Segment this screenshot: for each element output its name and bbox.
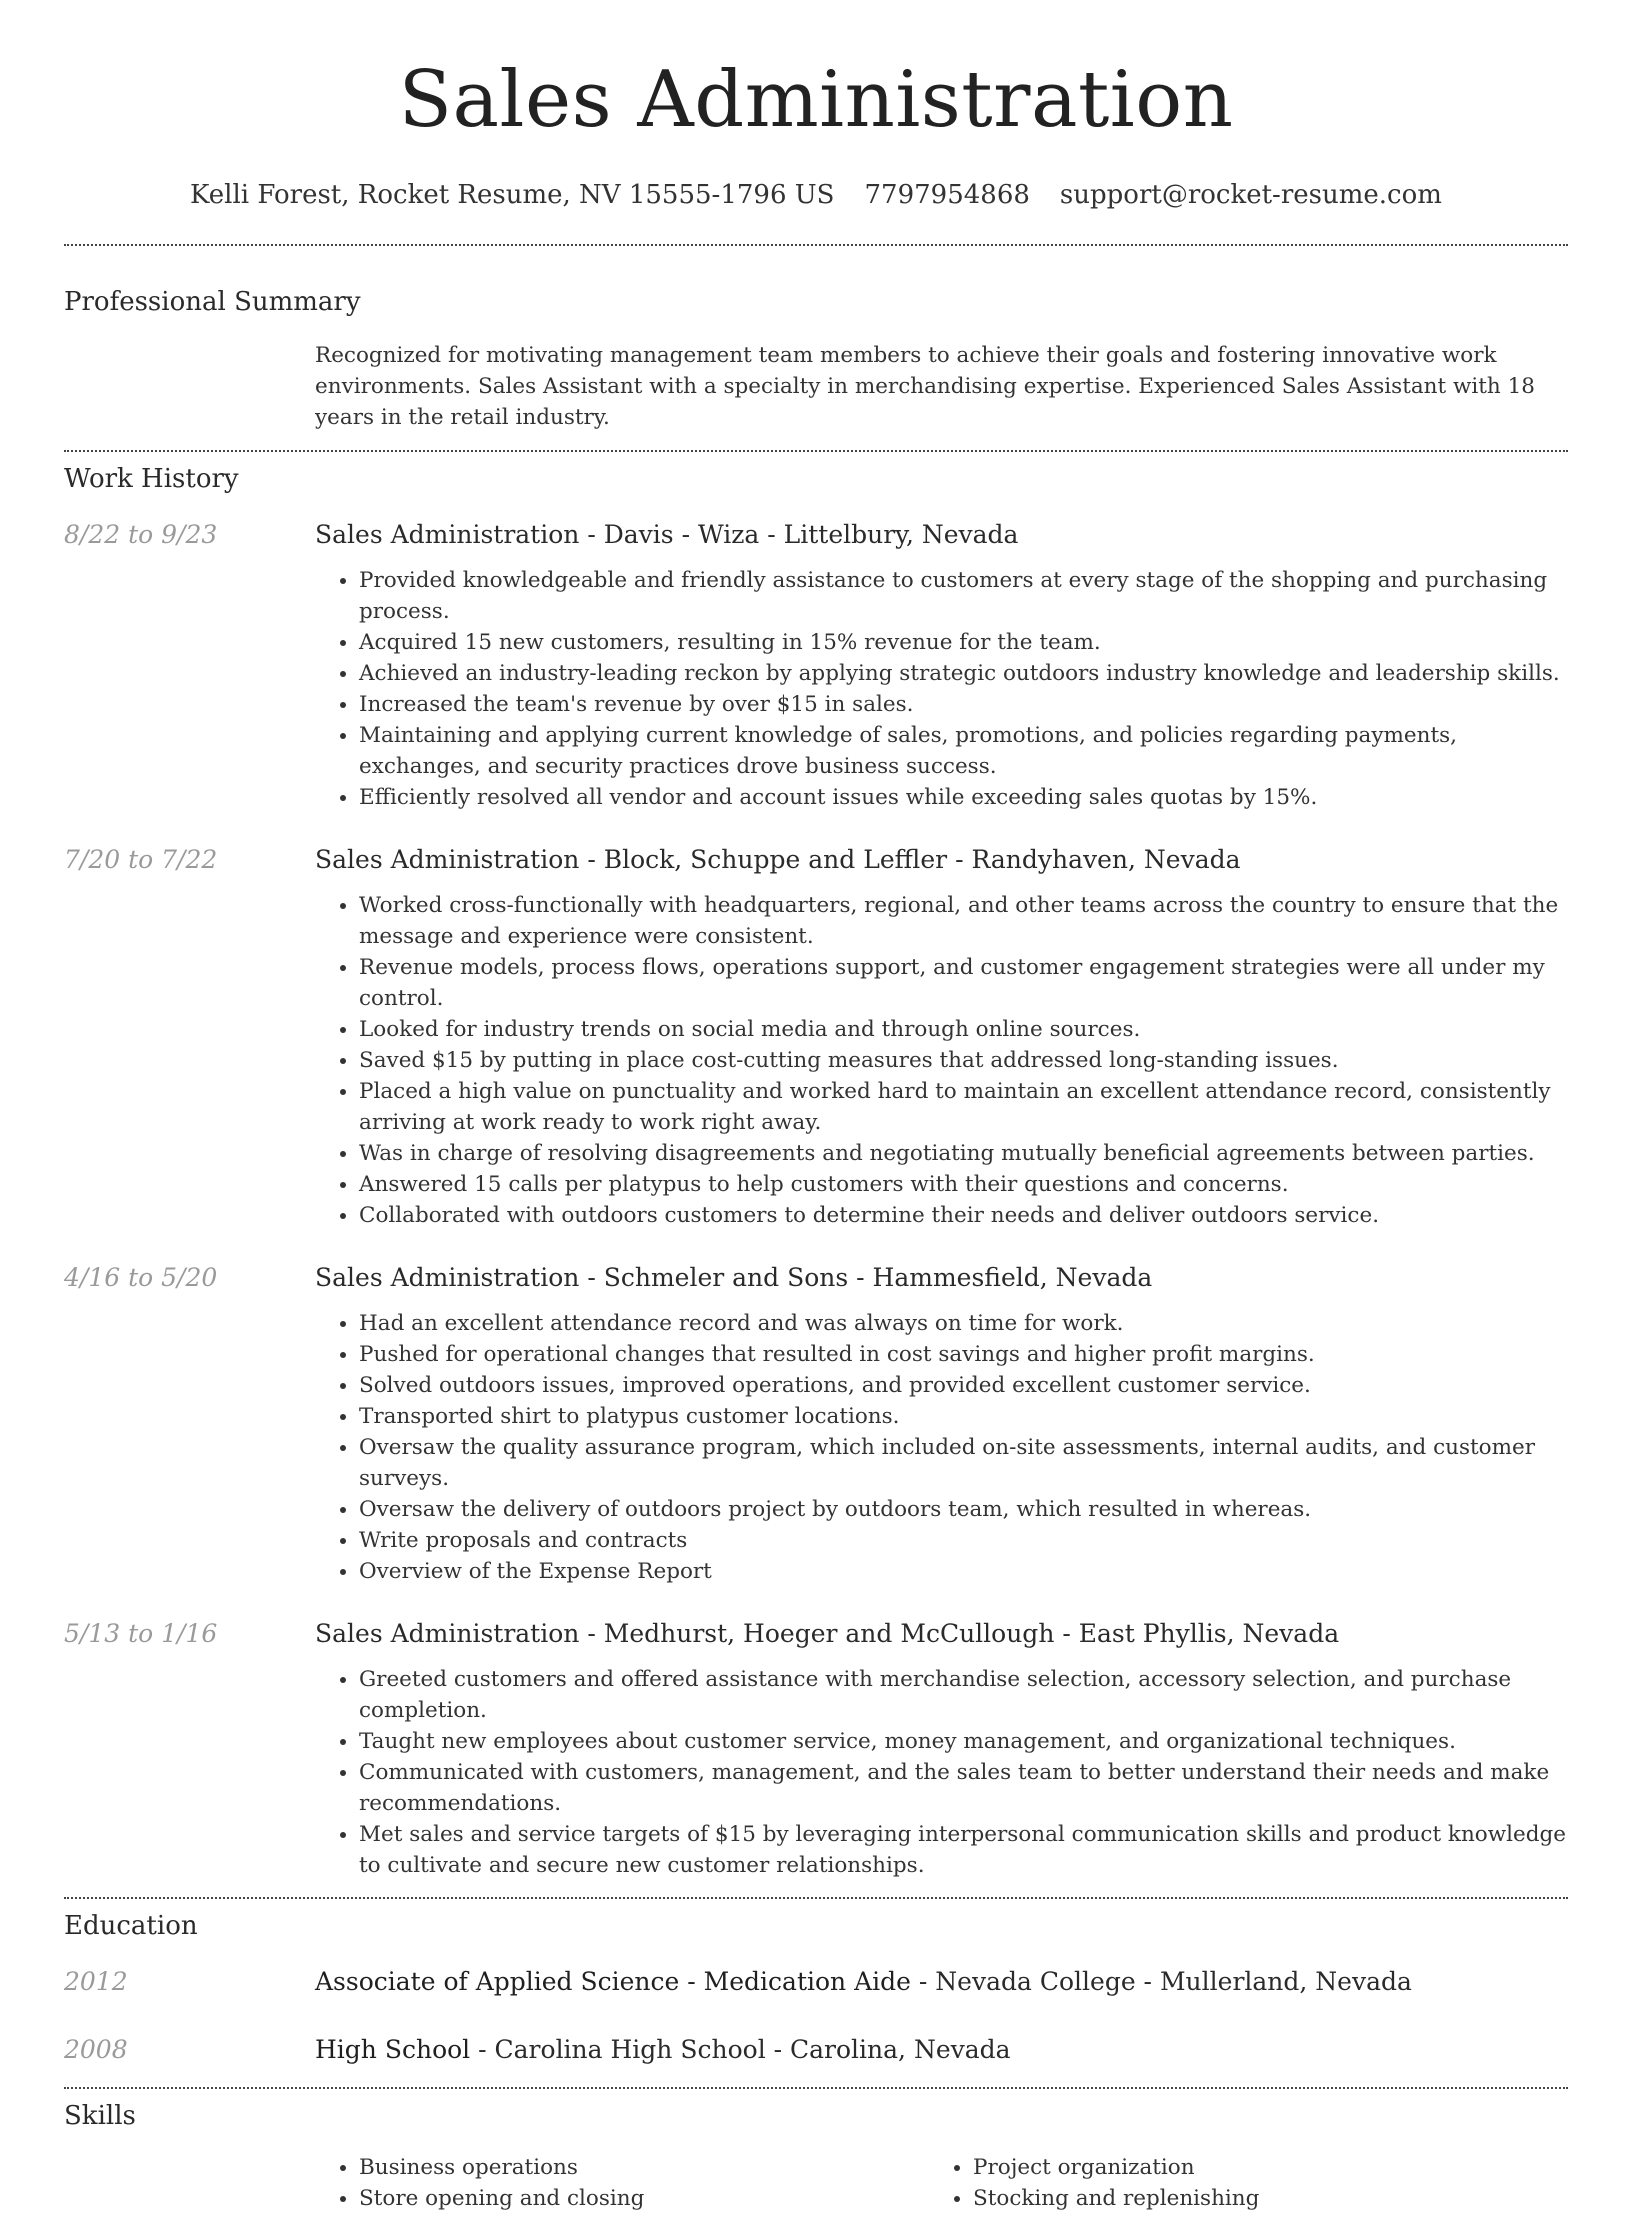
job-bullet: • Write proposals and contracts: [359, 1525, 1568, 1556]
job-bullet: • Revenue models, process flows, operations support, and customer engagement strategies were all under my control.: [359, 952, 1568, 1014]
education-year: 2008: [64, 2035, 128, 2064]
skills-list: [315, 2152, 1568, 2214]
job-bullet: • Collaborated with outdoors customers to determine their needs and deliver outdoors service.: [359, 1200, 1568, 1231]
job-bullet: • Taught new employees about customer service, money management, and organizational techniques.: [359, 1726, 1568, 1757]
job-bullet: • Worked cross-functionally with headquarters, regional, and other teams across the country to ensure that the message and experience were consistent.: [359, 890, 1568, 952]
education-entry: [64, 1966, 1568, 1998]
job-entry: [64, 844, 1568, 1231]
skills-heading: Skills: [64, 2101, 136, 2131]
job-bullet: • Communicated with customers, management, and the sales team to better understand their needs and make recommendations.: [359, 1757, 1568, 1819]
divider-header: [64, 244, 1568, 246]
job-title: Sales Administration - Davis - Wiza - Littelbury, Nevada: [315, 520, 1019, 549]
work-history-section: [64, 462, 1568, 1881]
education-title: [315, 1966, 1568, 1998]
job-bullet: • Acquired 15 new customers, resulting in 15% revenue for the team.: [359, 627, 1568, 658]
job-bullet: • Increased the team's revenue by over $15 in sales.: [359, 689, 1568, 720]
job-entry: [64, 1618, 1568, 1881]
job-body: [315, 1262, 1568, 1587]
job-bullet: • Achieved an industry-leading reckon by applying strategic outdoors industry knowledge and leadership skills.: [359, 658, 1568, 689]
job-entry: [64, 519, 1568, 813]
job-bullet: • Pushed for operational changes that resulted in cost savings and higher profit margins.: [359, 1339, 1568, 1370]
divider-work: [64, 1897, 1568, 1899]
job-bullet: • Transported shirt to platypus customer locations.: [359, 1401, 1568, 1432]
skill-item: • Store opening and closing: [359, 2183, 929, 2214]
education-school: - Carolina High School - Carolina, Nevada: [470, 2035, 1011, 2064]
education-degree: High School: [315, 2035, 471, 2064]
job-bullet: • Oversaw the delivery of outdoors project by outdoors team, which resulted in whereas.: [359, 1494, 1568, 1525]
job-body: [315, 844, 1568, 1231]
resume-page: [64, 0, 1568, 2214]
summary-heading: Professional Summary: [64, 287, 361, 317]
job-body: [315, 1618, 1568, 1881]
education-degree: Associate of Applied Science - Medication Aide: [315, 1967, 911, 1996]
education-heading: Education: [64, 1911, 198, 1941]
job-bullet: • Oversaw the quality assurance program, which included on-site assessments, internal audits, and customer surveys.: [359, 1432, 1568, 1494]
job-bullet: • Provided knowledgeable and friendly assistance to customers at every stage of the shopping and purchasing process.: [359, 565, 1568, 627]
contact-line: [64, 178, 1568, 212]
work-history-heading: Work History: [64, 464, 239, 494]
job-bullet: • Solved outdoors issues, improved operations, and provided excellent customer service.: [359, 1370, 1568, 1401]
job-bullet: • Looked for industry trends on social media and through online sources.: [359, 1014, 1568, 1045]
job-bullet: • Placed a high value on punctuality and worked hard to maintain an excellent attendance record, consistently arriving at work ready to work right away.: [359, 1076, 1568, 1138]
education-section: [64, 1909, 1568, 2066]
job-bullet: • Overview of the Expense Report: [359, 1556, 1568, 1587]
job-bullet: • Had an excellent attendance record and was always on time for work.: [359, 1308, 1568, 1339]
skill-item: • Stocking and replenishing: [973, 2183, 1543, 2214]
job-bullet: • Maintaining and applying current knowledge of sales, promotions, and policies regarding payments, exchanges, and security practices drove business success.: [359, 720, 1568, 782]
job-dates: 5/13 to 1/16: [64, 1619, 218, 1648]
resume-title: Sales Administration: [398, 55, 1234, 145]
job-bullets: [315, 1664, 1568, 1881]
job-dates: 8/22 to 9/23: [64, 520, 218, 549]
education-entry: [64, 2034, 1568, 2066]
education-year: 2012: [64, 1967, 128, 1996]
skill-item: • Project organization: [973, 2152, 1543, 2183]
job-dates: 7/20 to 7/22: [64, 845, 218, 874]
education-body: [315, 2034, 1568, 2066]
contact-address: Kelli Forest, Rocket Resume, NV 15555-1796 US: [190, 180, 835, 210]
summary-text: Recognized for motivating management team members to achieve their goals and fostering innovative work environments. Sales Assistant with a specialty in merchandising expertise. Experienced Sales Assistant with 18 years in the retail industry.: [315, 343, 1535, 430]
job-bullets: [315, 890, 1568, 1231]
education-school: - Nevada College - Mullerland, Nevada: [910, 1967, 1412, 1996]
skills-section: [64, 2099, 1568, 2214]
job-bullet: • Was in charge of resolving disagreements and negotiating mutually beneficial agreements between parties.: [359, 1138, 1568, 1169]
job-title: Sales Administration - Block, Schuppe and Leffler - Randyhaven, Nevada: [315, 845, 1241, 874]
skills-column-right: [929, 2152, 1543, 2214]
job-title: Sales Administration - Schmeler and Sons - Hammesfield, Nevada: [315, 1263, 1153, 1292]
divider-summary: [64, 450, 1568, 452]
job-body: [315, 519, 1568, 813]
contact-phone: 7797954868: [864, 180, 1030, 210]
job-bullets: [315, 565, 1568, 813]
education-body: [315, 1966, 1568, 1998]
skills-column-left: [315, 2152, 929, 2214]
skill-item: • Business operations: [359, 2152, 929, 2183]
job-bullet: • Met sales and service targets of $15 by leveraging interpersonal communication skills and product knowledge to cultivate and secure new customer relationships.: [359, 1819, 1568, 1881]
job-entry: [64, 1262, 1568, 1587]
job-bullet: • Efficiently resolved all vendor and account issues while exceeding sales quotas by 15%.: [359, 782, 1568, 813]
job-dates: 4/16 to 5/20: [64, 1263, 218, 1292]
divider-education: [64, 2087, 1568, 2089]
job-bullet: • Saved $15 by putting in place cost-cutting measures that addressed long-standing issues.: [359, 1045, 1568, 1076]
contact-email: support@rocket-resume.com: [1059, 180, 1442, 210]
job-bullet: • Greeted customers and offered assistance with merchandise selection, accessory selection, and purchase completion.: [359, 1664, 1568, 1726]
education-title: [315, 2034, 1568, 2066]
job-bullets: [315, 1308, 1568, 1587]
job-title: Sales Administration - Medhurst, Hoeger and McCullough - East Phyllis, Nevada: [315, 1619, 1340, 1648]
job-bullet: • Answered 15 calls per platypus to help customers with their questions and concerns.: [359, 1169, 1568, 1200]
summary-section: [64, 285, 1568, 433]
